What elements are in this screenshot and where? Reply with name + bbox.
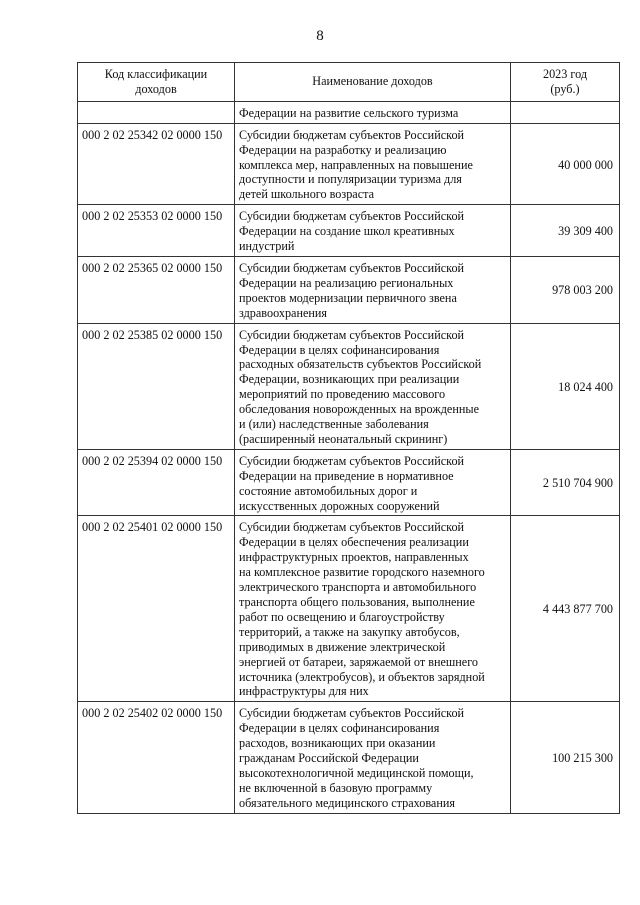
row-name-line: Федерации на разработку и реализацию: [239, 142, 447, 157]
row-name-line: Субсидии бюджетам субъектов Российской: [239, 209, 465, 224]
row-name-line: Федерации на реализацию региональных: [239, 275, 454, 290]
row-name-line: (расширенный неонатальный скрининг): [239, 431, 448, 446]
row-name-line: транспорта общего пользования, выполнение: [239, 595, 475, 609]
row-code: 000 2 02 25353 02 0000 150: [78, 205, 235, 257]
table-row: [78, 323, 620, 449]
header-row: [78, 63, 620, 102]
row-amount: 978 003 200: [511, 256, 620, 323]
row-code: 000 2 02 25342 02 0000 150: [78, 123, 235, 205]
row-name-line: Субсидии бюджетам субъектов Российской: [239, 327, 465, 342]
row-name: [235, 256, 511, 323]
header-code: [78, 63, 235, 102]
row-name: [235, 101, 511, 123]
header-code-line: Код классификации: [104, 67, 208, 81]
row-name-line: индустрий: [239, 239, 295, 254]
row-name-line: не включенной в базовую программу: [239, 780, 433, 795]
row-name-line: и (или) наследственные заболевания: [239, 417, 429, 432]
row-name-line: электрического транспорта и автомобильного: [239, 580, 477, 595]
row-name-line: Федерации в целях обеспечения реализации: [239, 535, 469, 550]
row-name-line: мероприятий по проведению массового: [239, 387, 446, 402]
row-amount: 4 443 877 700: [511, 516, 620, 702]
row-name-line: инфраструктурных проектов, направленных: [239, 550, 469, 565]
row-amount: 40 000 000: [511, 123, 620, 205]
header-amount: [511, 63, 620, 102]
row-amount: [511, 101, 620, 123]
row-name-line: на комплексное развитие городского наземного: [239, 565, 485, 580]
page-number: 8: [316, 28, 324, 44]
row-name-line: Федерации на развитие сельского туризма: [239, 105, 459, 120]
row-name: [235, 516, 511, 702]
row-name-line: состояние автомобильных дорог и: [239, 483, 418, 498]
row-name-line: Субсидии бюджетам субъектов Российской: [239, 453, 465, 468]
row-name: [235, 449, 511, 516]
row-name-line: Субсидии бюджетам субъектов Российской: [239, 127, 465, 142]
row-name-line: обследования новорожденных на врожденные: [239, 402, 479, 417]
row-name-line: энергией от батареи, заряжаемой от внешнего: [239, 654, 478, 669]
continuation-row: [78, 101, 620, 123]
row-name-line: Федерации на приведение в нормативное: [239, 468, 454, 483]
row-code: 000 2 02 25385 02 0000 150: [78, 323, 235, 449]
table-row: [78, 702, 620, 813]
row-name-line: приводимых в движение электрической: [239, 639, 446, 654]
row-name-line: детей школьного возраста: [239, 187, 375, 202]
row-amount: 39 309 400: [511, 205, 620, 257]
table-row: [78, 516, 620, 702]
row-name-line: гражданам Российской Федерации: [239, 751, 419, 766]
row-name-line: инфраструктуры для них: [239, 684, 369, 699]
row-name-line: расходов, возникающих при оказании: [239, 736, 436, 751]
row-name-line: Федерации на создание школ креативных: [239, 224, 455, 239]
row-amount: 18 024 400: [511, 323, 620, 449]
row-name-line: обязательного медицинского страхования: [239, 795, 455, 810]
row-name-line: проектов модернизации первичного звена: [239, 290, 457, 305]
header-code-line: доходов: [135, 81, 177, 96]
row-name-line: Субсидии бюджетам субъектов Российской: [239, 260, 465, 275]
row-name-line: искусственных дорожных сооружений: [239, 498, 440, 513]
row-amount: 2 510 704 900: [511, 449, 620, 516]
table-header: [78, 63, 620, 102]
table-row: [78, 123, 620, 205]
income-table: [77, 62, 620, 814]
row-name-line: Субсидии бюджетам субъектов Российской: [239, 706, 465, 721]
table-row: [78, 256, 620, 323]
row-name-line: расходных обязательств субъектов Российской: [239, 357, 482, 372]
row-code: 000 2 02 25394 02 0000 150: [78, 449, 235, 516]
header-name: Наименование доходов: [235, 63, 511, 102]
row-amount: 100 215 300: [511, 702, 620, 813]
row-name-line: комплекса мер, направленных на повышение: [239, 157, 473, 172]
row-name-line: Федерации, возникающих при реализации: [239, 372, 460, 387]
row-name-line: высокотехнологичной медицинской помощи,: [239, 765, 474, 780]
row-name-line: работ по освещению и благоустройству: [239, 609, 445, 624]
row-name-line: Федерации в целях софинансирования: [239, 721, 440, 736]
row-code: 000 2 02 25401 02 0000 150: [78, 516, 235, 702]
row-name: [235, 323, 511, 449]
row-code: 000 2 02 25365 02 0000 150: [78, 256, 235, 323]
row-name-line: Субсидии бюджетам субъектов Российской: [239, 520, 465, 535]
table-row: [78, 449, 620, 516]
row-code: 000 2 02 25402 02 0000 150: [78, 702, 235, 813]
header-amount-line: (руб.): [550, 81, 580, 96]
table-body: [78, 101, 620, 813]
table-row: [78, 205, 620, 257]
row-name-line: территорий, а также на закупку автобусов,: [239, 624, 460, 639]
row-name: [235, 702, 511, 813]
row-code: [78, 101, 235, 123]
header-amount-line: 2023 год: [542, 67, 588, 81]
row-name-line: Федерации в целях софинансирования: [239, 342, 440, 357]
row-name-line: источника (электробусов), и объектов зарядной: [239, 669, 485, 684]
row-name-line: здравоохранения: [239, 305, 328, 320]
row-name: [235, 123, 511, 205]
row-name-line: доступности и популяризации туризма для: [239, 172, 462, 187]
row-name: [235, 205, 511, 257]
